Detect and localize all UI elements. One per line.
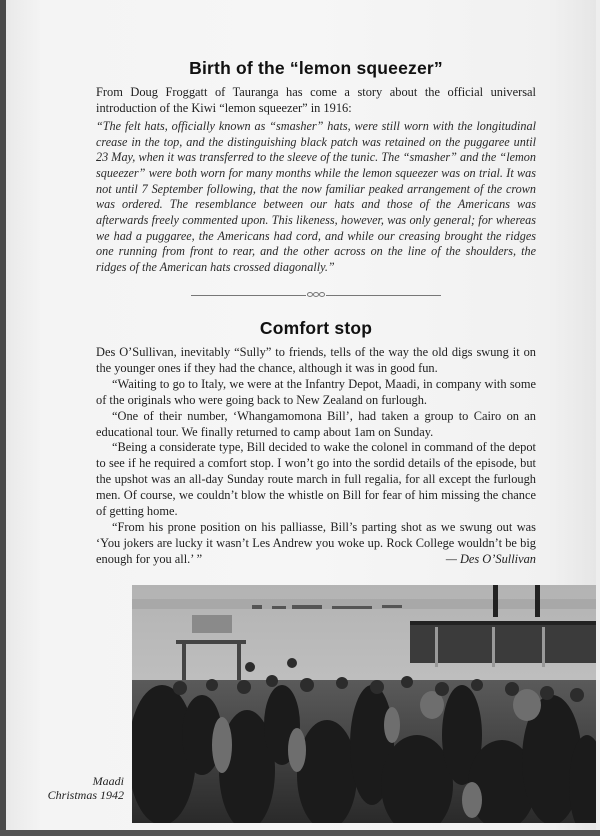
caption-date: Christmas 1942: [47, 788, 124, 802]
article-paragraph: Des O’Sullivan, inevitably “Sully” to friends, tells of the way the old digs swung it on the younger ones if they had the chance, although it was in good fun.: [96, 345, 536, 375]
article-quote: “The felt hats, officially known as “smasher” hats, were still worn with the longitudinal crease in the top, and the distinguishing black patch was retained on the puggaree until 23 May, when it was transferred to the sleeve of the tunic. The “smasher” and the “lemon squeezer” were both worn for many months while the lemon squeezer was on trial. It was not until 7 September following, that the now familiar peaked arrangement of the crown was ordered. The resemblance between our hats and those of the Americans was afterwards freely commented upon. This likeness, however, was only general; for whereas we had a puggaree, the Americans had cord, and while our creasing brought the ridges one running from front to rear, and the other across on the line of the shoulders, the ridges of the American hats crossed diagonally.”: [96, 118, 536, 275]
article-intro: From Doug Froggatt of Tauranga has come a story about the official universal introduction of the Kiwi “lemon squeezer” in 1916:: [96, 85, 536, 115]
caption-place: Maadi: [92, 774, 124, 788]
article-title: Comfort stop: [259, 318, 373, 338]
article-title: Birth of the “lemon squeezer”: [189, 58, 443, 78]
page-edge: [596, 0, 600, 836]
photo-maadi-christmas: [132, 585, 597, 823]
article-paragraph: “One of their number, ‘Whangamomona Bill’, had taken a group to Cairo on an educational tour. We finally returned to camp about 1am on Sunday.: [96, 408, 536, 439]
page-bottom-edge: [0, 830, 600, 836]
article-paragraph: “Being a considerate type, Bill decided to wake the colonel in command of the depot to see if he required a comfort stop. I won’t go into the sordid details of the episode, but the upshot was an all-day Sunday route march in full regalia, for all except the furlough men. Of course, we couldn’t blow the whistle on Bill for fear of him missing the chance of getting home.: [96, 440, 536, 519]
crowd-photograph: [132, 585, 597, 823]
article-paragraph: [96, 520, 536, 568]
paragraph-text: “From his prone position on his palliasse, Bill’s parting shot as we swung out was ‘You jokers are lucky it wasn’t Les Andrew you woke up. Rock College wouldn’t be big enough for you all.’ ”: [96, 519, 536, 566]
section-divider-ornament: [191, 292, 441, 300]
article-lemon-squeezer: [96, 58, 536, 276]
photo-caption: [48, 774, 124, 802]
article-paragraph: “Waiting to go to Italy, we were at the Infantry Depot, Maadi, in company with some of the originals who were going back to New Zealand on furlough.: [96, 376, 536, 407]
article-comfort-stop: [96, 318, 536, 568]
author-signature: — Des O’Sullivan: [445, 551, 536, 566]
